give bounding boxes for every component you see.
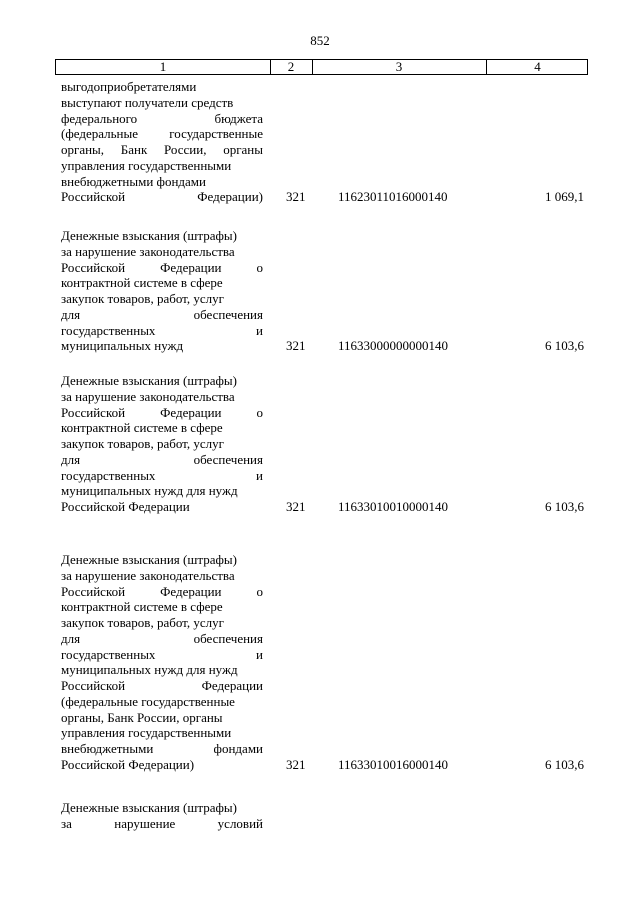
description-line: государственных и	[61, 322, 263, 338]
row-budget-code: 11633000000000140	[338, 338, 449, 354]
row-budget-code: 11633010010000140	[338, 499, 449, 514]
description-line: Денежные взыскания (штрафы)	[61, 228, 237, 243]
row-code-admin: 321	[286, 499, 306, 514]
description-line: за нарушение законодательства	[61, 243, 235, 259]
row-description	[61, 228, 263, 354]
description-line: контрактной системе в сфере	[61, 420, 223, 436]
description-line: Российской Федерации	[61, 678, 263, 693]
description-line: (федеральные государственные	[61, 126, 263, 142]
description-line: для обеспечения	[61, 306, 263, 322]
header-col-4: 4	[534, 59, 541, 74]
description-line: органы, Банк России, органы	[61, 142, 263, 157]
header-col-2: 2	[270, 60, 313, 74]
description-line: за нарушение законодательства	[61, 567, 235, 583]
description-line: внебюджетными фондами	[61, 741, 263, 756]
description-line: Денежные взыскания (штрафы)	[61, 800, 237, 815]
description-line: внебюджетными фондами	[61, 173, 206, 189]
description-line: муниципальных нужд для нужд	[61, 483, 238, 499]
description-line: Российской Федерации)	[61, 189, 263, 205]
description-line: (федеральные государственные	[61, 693, 235, 709]
description-line: контрактной системе в сфере	[61, 599, 223, 615]
description-line: Российской Федерации о	[61, 259, 263, 275]
description-line: Российской Федерации)	[61, 756, 195, 772]
description-line: для обеспечения	[61, 451, 263, 467]
description-line: выгодоприобретателями	[61, 79, 197, 94]
description-line: контрактной системе в сфере	[61, 275, 223, 291]
row-amount: 6 103,6	[545, 338, 584, 354]
header-col-1: 1	[56, 60, 271, 74]
row-description	[61, 800, 263, 832]
row-code-admin: 321	[286, 756, 306, 772]
description-line: закупок товаров, работ, услуг	[61, 291, 224, 306]
description-line: государственных и	[61, 646, 263, 662]
description-line: Денежные взыскания (штрафы)	[61, 373, 237, 388]
description-line: за нарушение условий	[61, 815, 263, 831]
description-line: муниципальных нужд	[61, 338, 184, 354]
description-line: Российской Федерации	[61, 499, 190, 514]
description-line: органы, Банк России, органы	[61, 709, 223, 725]
description-line: закупок товаров, работ, услуг	[61, 436, 224, 451]
row-amount: 6 103,6	[545, 499, 584, 514]
row-code-admin: 321	[286, 189, 306, 205]
description-line: для обеспечения	[61, 630, 263, 646]
table-header	[55, 59, 588, 75]
row-description	[61, 552, 263, 773]
row-description	[61, 373, 263, 515]
description-line: федерального бюджета	[61, 110, 263, 126]
description-line: Российской Федерации о	[61, 404, 263, 420]
description-line: государственных и	[61, 467, 263, 483]
description-line: за нарушение законодательства	[61, 388, 235, 404]
description-line: выступают получатели средств	[61, 94, 234, 110]
description-line: муниципальных нужд для нужд	[61, 662, 238, 678]
row-amount: 6 103,6	[545, 756, 584, 772]
description-line: управления государственными	[61, 157, 232, 173]
description-line: Российской Федерации о	[61, 583, 263, 599]
row-budget-code: 11623011016000140	[338, 189, 448, 205]
description-line: Денежные взыскания (штрафы)	[61, 552, 237, 567]
row-description	[61, 79, 263, 205]
description-line: управления государственными	[61, 725, 232, 741]
header-col-3: 3	[312, 60, 487, 74]
row-code-admin: 321	[286, 338, 306, 354]
description-line: закупок товаров, работ, услуг	[61, 615, 224, 630]
page-number: 852	[310, 33, 330, 48]
row-amount: 1 069,1	[545, 189, 584, 205]
row-budget-code: 11633010016000140	[338, 756, 449, 772]
